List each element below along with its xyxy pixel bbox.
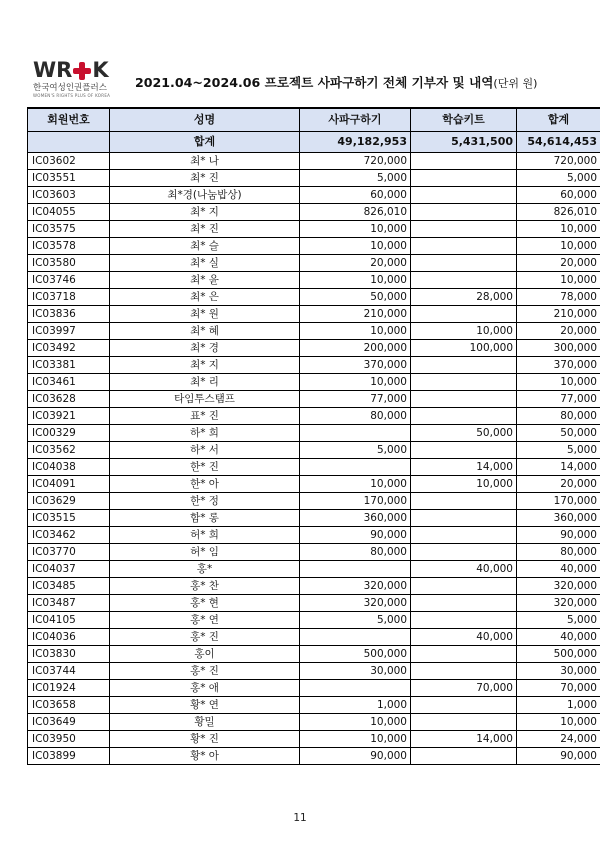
sum-cell: 90,000: [517, 527, 600, 544]
sapa-cell: [300, 629, 411, 646]
member-id-cell: IC03830: [28, 646, 110, 663]
member-id-cell: IC03461: [28, 374, 110, 391]
kit-cell: [411, 357, 517, 374]
table-row: [28, 357, 600, 374]
name-cell: 최* 지: [110, 357, 300, 374]
name-cell: 최* 지: [110, 204, 300, 221]
name-cell: 황밀: [110, 714, 300, 731]
table-row: [28, 595, 600, 612]
table-row: [28, 578, 600, 595]
name-cell: 홍* 진: [110, 629, 300, 646]
sapa-cell: 826,010: [300, 204, 411, 221]
name-cell: 허* 임: [110, 544, 300, 561]
name-cell: 홍*: [110, 561, 300, 578]
name-cell: 최*경(나눔밥상): [110, 187, 300, 204]
logo-word-left: WR: [33, 58, 73, 82]
kit-cell: [411, 408, 517, 425]
member-id-cell: IC04037: [28, 561, 110, 578]
kit-cell: [411, 748, 517, 765]
member-id-cell: IC00329: [28, 425, 110, 442]
title-main: 2021.04~2024.06 프로젝트 사파구하기 전체 기부자 및 내역: [135, 75, 494, 90]
kit-cell: [411, 697, 517, 714]
table-row: [28, 425, 600, 442]
header-member-id: 회원번호: [28, 108, 110, 132]
sapa-cell: 80,000: [300, 408, 411, 425]
name-cell: 최* 경: [110, 340, 300, 357]
table-row: [28, 340, 600, 357]
sum-cell: 40,000: [517, 629, 600, 646]
kit-cell: [411, 544, 517, 561]
table-row: [28, 697, 600, 714]
member-id-cell: IC04036: [28, 629, 110, 646]
member-id-cell: IC03718: [28, 289, 110, 306]
sum-cell: 5,000: [517, 170, 600, 187]
name-cell: 최* 실: [110, 255, 300, 272]
sum-cell: 826,010: [517, 204, 600, 221]
name-cell: 하* 서: [110, 442, 300, 459]
sapa-cell: 10,000: [300, 272, 411, 289]
sum-cell: 80,000: [517, 544, 600, 561]
sum-cell: 10,000: [517, 238, 600, 255]
sapa-cell: 500,000: [300, 646, 411, 663]
kit-cell: 14,000: [411, 731, 517, 748]
name-cell: 함* 롱: [110, 510, 300, 527]
name-cell: 홍* 현: [110, 595, 300, 612]
sapa-cell: 10,000: [300, 714, 411, 731]
red-cross-icon: [73, 62, 91, 80]
sapa-cell: 20,000: [300, 255, 411, 272]
total-kit: 5,431,500: [411, 132, 517, 153]
header-total: 합계: [517, 108, 600, 132]
sapa-cell: [300, 459, 411, 476]
kit-cell: 10,000: [411, 323, 517, 340]
total-id-cell: [28, 132, 110, 153]
table-row: [28, 153, 600, 170]
sapa-cell: 1,000: [300, 697, 411, 714]
sum-cell: 20,000: [517, 476, 600, 493]
donor-table: [27, 107, 600, 765]
kit-cell: [411, 221, 517, 238]
table-row: [28, 748, 600, 765]
logo-wordmark: [33, 60, 113, 81]
total-sapa: 49,182,953: [300, 132, 411, 153]
member-id-cell: IC03575: [28, 221, 110, 238]
sum-cell: 80,000: [517, 408, 600, 425]
kit-cell: 100,000: [411, 340, 517, 357]
sapa-cell: 200,000: [300, 340, 411, 357]
sapa-cell: 5,000: [300, 170, 411, 187]
sum-cell: 90,000: [517, 748, 600, 765]
kit-cell: [411, 646, 517, 663]
kit-cell: [411, 612, 517, 629]
kit-cell: [411, 255, 517, 272]
kit-cell: 28,000: [411, 289, 517, 306]
table-row: [28, 493, 600, 510]
member-id-cell: IC03658: [28, 697, 110, 714]
sapa-cell: 720,000: [300, 153, 411, 170]
table-row: [28, 714, 600, 731]
member-id-cell: IC03628: [28, 391, 110, 408]
kit-cell: [411, 374, 517, 391]
table-row: [28, 612, 600, 629]
sum-cell: 170,000: [517, 493, 600, 510]
sapa-cell: 77,000: [300, 391, 411, 408]
kit-cell: [411, 306, 517, 323]
member-id-cell: IC04105: [28, 612, 110, 629]
table-row: [28, 323, 600, 340]
sum-cell: 360,000: [517, 510, 600, 527]
sum-cell: 24,000: [517, 731, 600, 748]
sum-cell: 720,000: [517, 153, 600, 170]
table-row: [28, 238, 600, 255]
member-id-cell: IC03381: [28, 357, 110, 374]
member-id-cell: IC03487: [28, 595, 110, 612]
name-cell: 허* 희: [110, 527, 300, 544]
kit-cell: [411, 204, 517, 221]
member-id-cell: IC03770: [28, 544, 110, 561]
sum-cell: 320,000: [517, 578, 600, 595]
total-label: 합계: [110, 132, 300, 153]
kit-cell: [411, 663, 517, 680]
table-row: [28, 663, 600, 680]
header-kit: 학습키트: [411, 108, 517, 132]
member-id-cell: IC03485: [28, 578, 110, 595]
sum-cell: 320,000: [517, 595, 600, 612]
table-row: [28, 374, 600, 391]
table-row: [28, 408, 600, 425]
logo-english-name: WOMEN'S RIGHTS PLUS OF KOREA: [33, 93, 111, 98]
kit-cell: [411, 578, 517, 595]
table-row: [28, 459, 600, 476]
name-cell: 황* 아: [110, 748, 300, 765]
name-cell: 홍* 찬: [110, 578, 300, 595]
kit-cell: [411, 170, 517, 187]
total-sum: 54,614,453: [517, 132, 600, 153]
table-row: [28, 442, 600, 459]
name-cell: 최* 슬: [110, 238, 300, 255]
table-row: [28, 170, 600, 187]
total-row: [28, 132, 600, 153]
sapa-cell: 60,000: [300, 187, 411, 204]
sum-cell: 10,000: [517, 714, 600, 731]
member-id-cell: IC03836: [28, 306, 110, 323]
title-unit: (단위 원): [493, 77, 538, 90]
member-id-cell: IC03551: [28, 170, 110, 187]
sum-cell: 78,000: [517, 289, 600, 306]
kit-cell: [411, 527, 517, 544]
sum-cell: 300,000: [517, 340, 600, 357]
table-row: [28, 680, 600, 697]
table-row: [28, 510, 600, 527]
kit-cell: 70,000: [411, 680, 517, 697]
table-header-row: [28, 108, 600, 132]
sum-cell: 77,000: [517, 391, 600, 408]
kit-cell: 10,000: [411, 476, 517, 493]
sapa-cell: 320,000: [300, 578, 411, 595]
kit-cell: [411, 442, 517, 459]
sapa-cell: 10,000: [300, 238, 411, 255]
member-id-cell: IC04055: [28, 204, 110, 221]
sapa-cell: 10,000: [300, 476, 411, 493]
table-row: [28, 187, 600, 204]
sapa-cell: 5,000: [300, 442, 411, 459]
sapa-cell: 5,000: [300, 612, 411, 629]
member-id-cell: IC03649: [28, 714, 110, 731]
member-id-cell: IC03580: [28, 255, 110, 272]
sum-cell: 20,000: [517, 323, 600, 340]
table-row: [28, 731, 600, 748]
kit-cell: [411, 510, 517, 527]
kit-cell: 50,000: [411, 425, 517, 442]
sapa-cell: 10,000: [300, 731, 411, 748]
member-id-cell: IC03515: [28, 510, 110, 527]
member-id-cell: IC03602: [28, 153, 110, 170]
sapa-cell: [300, 680, 411, 697]
page-title: [135, 72, 537, 91]
member-id-cell: IC03492: [28, 340, 110, 357]
sum-cell: 5,000: [517, 442, 600, 459]
sum-cell: 370,000: [517, 357, 600, 374]
member-id-cell: IC04091: [28, 476, 110, 493]
member-id-cell: IC03462: [28, 527, 110, 544]
name-cell: 최* 원: [110, 306, 300, 323]
sum-cell: 10,000: [517, 221, 600, 238]
member-id-cell: IC04038: [28, 459, 110, 476]
name-cell: 한* 아: [110, 476, 300, 493]
name-cell: 최* 진: [110, 221, 300, 238]
member-id-cell: IC03899: [28, 748, 110, 765]
header-name: 성명: [110, 108, 300, 132]
kit-cell: [411, 714, 517, 731]
kit-cell: [411, 493, 517, 510]
table-row: [28, 272, 600, 289]
sum-cell: 500,000: [517, 646, 600, 663]
kit-cell: [411, 595, 517, 612]
kit-cell: [411, 272, 517, 289]
sum-cell: 40,000: [517, 561, 600, 578]
sapa-cell: 320,000: [300, 595, 411, 612]
member-id-cell: IC03746: [28, 272, 110, 289]
sapa-cell: 210,000: [300, 306, 411, 323]
member-id-cell: IC03603: [28, 187, 110, 204]
table-row: [28, 476, 600, 493]
name-cell: 홍* 연: [110, 612, 300, 629]
name-cell: 한* 진: [110, 459, 300, 476]
member-id-cell: IC03997: [28, 323, 110, 340]
sum-cell: 14,000: [517, 459, 600, 476]
member-id-cell: IC03921: [28, 408, 110, 425]
member-id-cell: IC03578: [28, 238, 110, 255]
sum-cell: 70,000: [517, 680, 600, 697]
name-cell: 표* 진: [110, 408, 300, 425]
name-cell: 홍* 애: [110, 680, 300, 697]
sum-cell: 10,000: [517, 374, 600, 391]
table-row: [28, 204, 600, 221]
kit-cell: [411, 153, 517, 170]
sapa-cell: 30,000: [300, 663, 411, 680]
sum-cell: 60,000: [517, 187, 600, 204]
sapa-cell: 360,000: [300, 510, 411, 527]
sapa-cell: 90,000: [300, 527, 411, 544]
name-cell: 하* 희: [110, 425, 300, 442]
name-cell: 최* 은: [110, 289, 300, 306]
table-row: [28, 544, 600, 561]
name-cell: 홍* 진: [110, 663, 300, 680]
table-row: [28, 255, 600, 272]
sapa-cell: 80,000: [300, 544, 411, 561]
kit-cell: [411, 391, 517, 408]
sapa-cell: 50,000: [300, 289, 411, 306]
table-row: [28, 629, 600, 646]
sum-cell: 5,000: [517, 612, 600, 629]
header-sapa: 사파구하기: [300, 108, 411, 132]
name-cell: 최* 나: [110, 153, 300, 170]
sapa-cell: 370,000: [300, 357, 411, 374]
logo-word-right: K: [92, 58, 109, 82]
kit-cell: [411, 187, 517, 204]
kit-cell: 40,000: [411, 629, 517, 646]
name-cell: 한* 정: [110, 493, 300, 510]
member-id-cell: IC03950: [28, 731, 110, 748]
table-row: [28, 561, 600, 578]
sum-cell: 20,000: [517, 255, 600, 272]
page-number: 11: [293, 812, 307, 824]
sapa-cell: 10,000: [300, 323, 411, 340]
table-row: [28, 289, 600, 306]
name-cell: 최* 혜: [110, 323, 300, 340]
name-cell: 최* 리: [110, 374, 300, 391]
name-cell: 황* 진: [110, 731, 300, 748]
member-id-cell: IC03562: [28, 442, 110, 459]
sapa-cell: 10,000: [300, 221, 411, 238]
sapa-cell: 170,000: [300, 493, 411, 510]
sum-cell: 1,000: [517, 697, 600, 714]
table-row: [28, 221, 600, 238]
name-cell: 황* 연: [110, 697, 300, 714]
name-cell: 최* 윤: [110, 272, 300, 289]
table-row: [28, 391, 600, 408]
sapa-cell: [300, 561, 411, 578]
table-row: [28, 306, 600, 323]
member-id-cell: IC01924: [28, 680, 110, 697]
sum-cell: 10,000: [517, 272, 600, 289]
organization-logo: [33, 60, 113, 100]
sum-cell: 210,000: [517, 306, 600, 323]
table-row: [28, 527, 600, 544]
sum-cell: 50,000: [517, 425, 600, 442]
sapa-cell: [300, 425, 411, 442]
table-row: [28, 646, 600, 663]
kit-cell: [411, 238, 517, 255]
sapa-cell: 10,000: [300, 374, 411, 391]
name-cell: 타임투스탬프: [110, 391, 300, 408]
name-cell: 최* 진: [110, 170, 300, 187]
logo-korean-name: 한국여성인권플러스: [33, 83, 107, 93]
name-cell: 홍이: [110, 646, 300, 663]
sapa-cell: 90,000: [300, 748, 411, 765]
kit-cell: 14,000: [411, 459, 517, 476]
member-id-cell: IC03629: [28, 493, 110, 510]
sum-cell: 30,000: [517, 663, 600, 680]
member-id-cell: IC03744: [28, 663, 110, 680]
kit-cell: 40,000: [411, 561, 517, 578]
